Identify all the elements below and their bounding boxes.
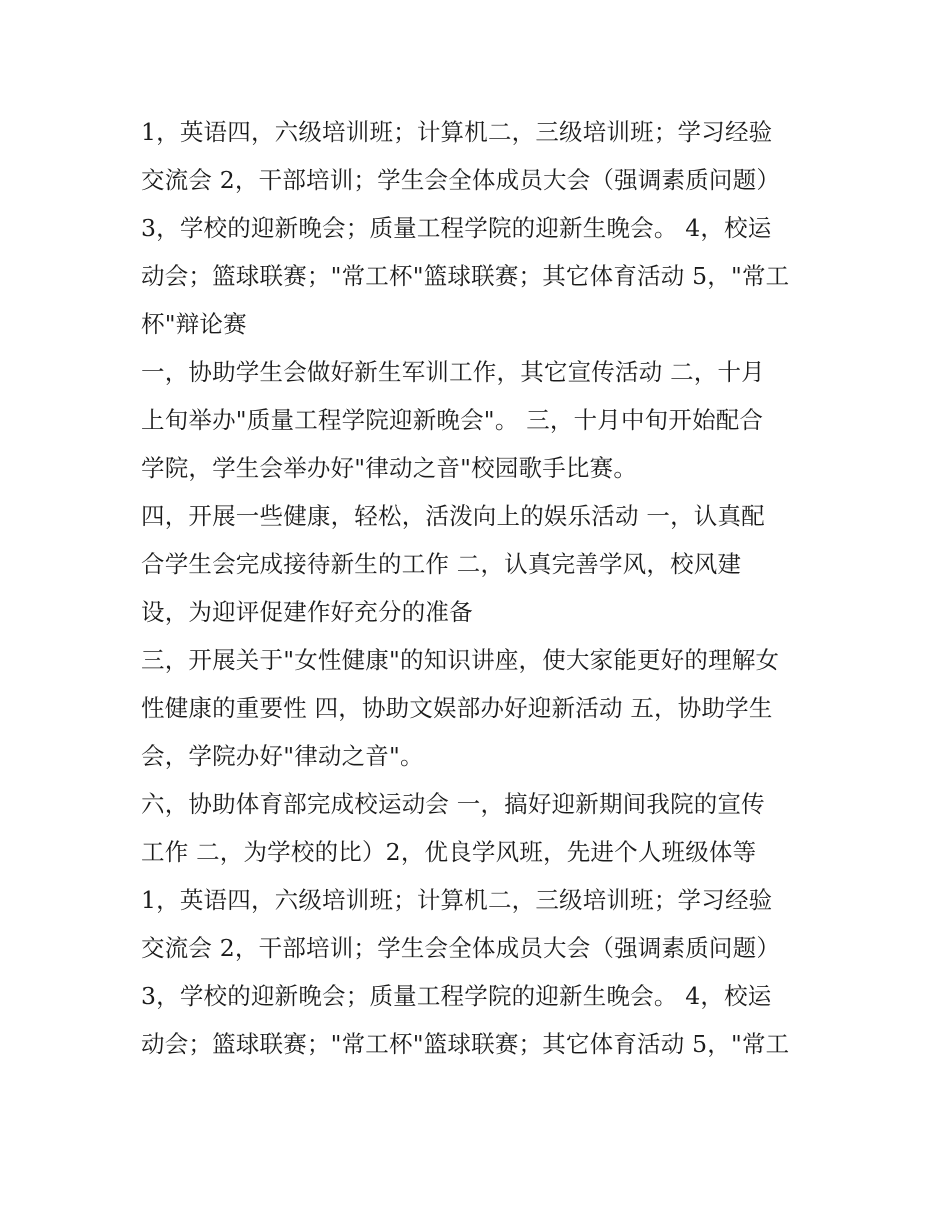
text-line: 四，开展一些健康，轻松，活泼向上的娱乐活动 一，认真配: [141, 502, 765, 530]
text-line: 3，学校的迎新晚会；质量工程学院的迎新生晚会。 4，校运: [141, 214, 772, 242]
text-line: 性健康的重要性 四，协助文娱部办好迎新活动 五，协助学生: [141, 694, 773, 722]
text-line: 学院，学生会举办好"律动之音"校园歌手比赛。: [141, 454, 638, 482]
text-line: 会，学院办好"律动之音"。: [141, 742, 424, 770]
text-line: 3，学校的迎新晚会；质量工程学院的迎新生晚会。 4，校运: [141, 982, 772, 1010]
text-line: 工作 二，为学校的比）2，优良学风班，先进个人班级体等: [141, 838, 757, 866]
text-line: 杯"辩论赛: [141, 310, 247, 338]
text-line: 动会；篮球联赛；"常工杯"篮球联赛；其它体育活动 5，"常工: [141, 262, 790, 290]
text-line: 1，英语四，六级培训班；计算机二，三级培训班；学习经验: [141, 886, 773, 914]
text-line: 六，协助体育部完成校运动会 一，搞好迎新期间我院的宣传: [141, 790, 765, 818]
text-line: 设，为迎评促建作好充分的准备: [141, 598, 473, 626]
text-line: 一，协助学生会做好新生军训工作，其它宣传活动 二，十月: [141, 358, 765, 386]
text-line: 动会；篮球联赛；"常工杯"篮球联赛；其它体育活动 5，"常工: [141, 1030, 790, 1058]
text-line: 上旬举办"质量工程学院迎新晚会"。 三，十月中旬开始配合: [141, 406, 764, 434]
document-body: [141, 108, 821, 1068]
text-line: 交流会 2，干部培训；学生会全体成员大会（强调素质问题）: [141, 934, 781, 962]
text-line: 交流会 2，干部培训；学生会全体成员大会（强调素质问题）: [141, 166, 781, 194]
text-line: 三，开展关于"女性健康"的知识讲座，使大家能更好的理解女: [141, 646, 780, 674]
text-line: 合学生会完成接待新生的工作 二，认真完善学风，校风建: [141, 550, 742, 578]
text-line: 1，英语四，六级培训班；计算机二，三级培训班；学习经验: [141, 118, 773, 146]
